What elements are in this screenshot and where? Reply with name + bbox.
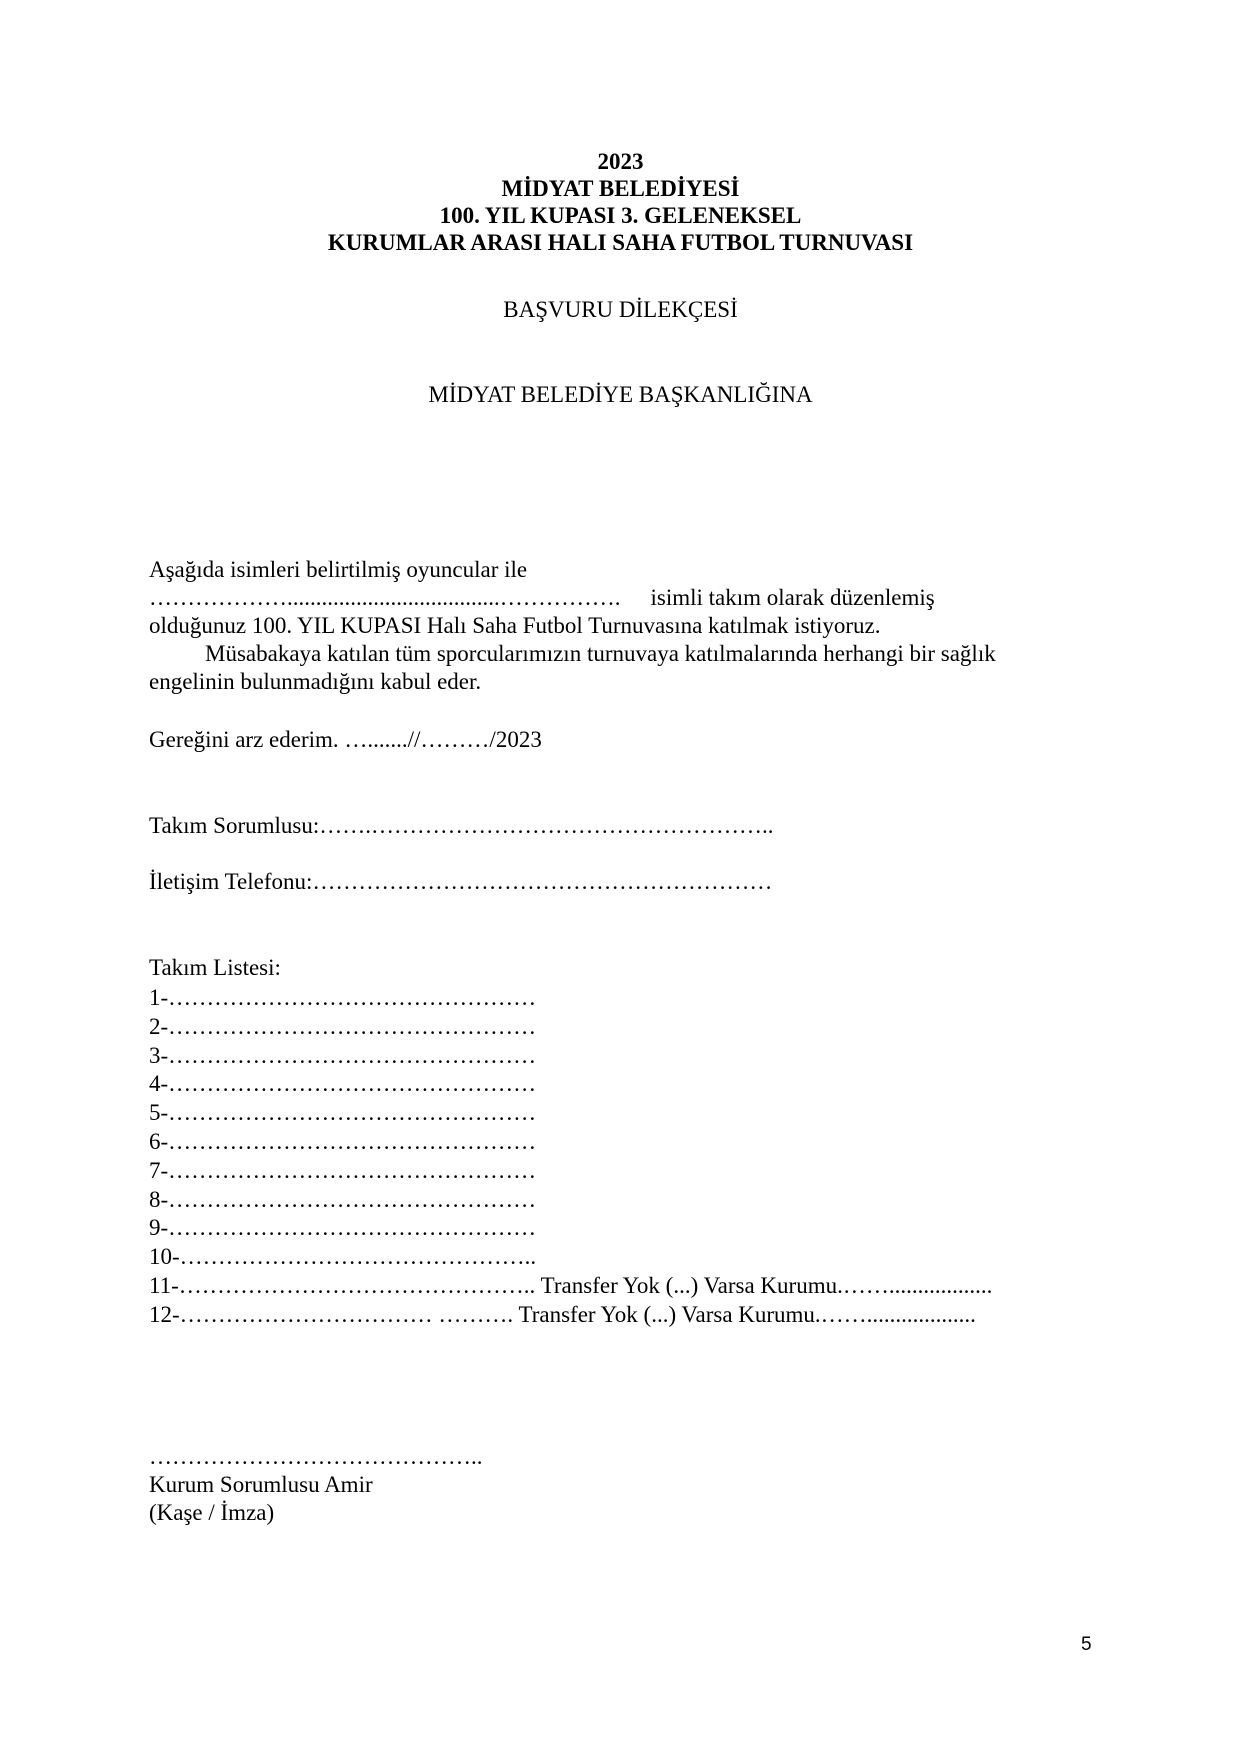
team-list-item: 2-………………………………………… (149, 1013, 537, 1039)
document-subtitle: BAŞVURU DİLEKÇESİ (503, 297, 738, 322)
team-list-item: 3-………………………………………… (149, 1042, 537, 1068)
header-tournament: KURUMLAR ARASI HALI SAHA FUTBOL TURNUVASI (327, 230, 914, 255)
body-line-4: Müsabakaya katılan tüm sporcularımızın turnuvaya katılmalarında herhangi bir sağlık (205, 641, 996, 666)
team-list-item: 5-………………………………………… (149, 1100, 537, 1126)
body-line-5: engelinin bulunmadığını kabul eder. (149, 669, 482, 694)
team-list-item: 10-……………………………………….. (149, 1244, 537, 1270)
addressee: MİDYAT BELEDİYE BAŞKANLIĞINA (428, 382, 813, 407)
team-list-item-transfer: 11-……………………………………….. Transfer Yok (...) Varsa Kurumu.…….................. (149, 1272, 993, 1298)
signature-line: …………………………………….. (149, 1444, 483, 1469)
team-list-title: Takım Listesi: (149, 955, 281, 980)
team-list-item: 6-………………………………………… (149, 1128, 537, 1154)
signature-note: (Kaşe / İmza) (149, 1500, 275, 1525)
header-year: 2023 (597, 149, 644, 174)
team-name-suffix: isimli takım olarak düzenlemiş (650, 585, 935, 610)
body-line-3: olduğunuz 100. YIL KUPASI Halı Saha Futbol Turnuvasına katılmak istiyoruz. (149, 613, 881, 638)
team-list-item-transfer: 12-…………………………… ………. Transfer Yok (...) Varsa Kurumu.……................... (149, 1301, 976, 1327)
header-cup: 100. YIL KUPASI 3. GELENEKSEL (439, 203, 802, 228)
team-list-item: 9-………………………………………… (149, 1215, 537, 1241)
body-line-1: Aşağıda isimleri belirtilmiş oyuncular ile (149, 557, 528, 582)
team-leader-field: Takım Sorumlusu:…….…………………………………………….. (149, 813, 774, 838)
document-header (0, 148, 1241, 256)
team-name-blank: ……………….....................................……………. (149, 585, 621, 610)
request-line: Gereğini arz ederim. ….......//………/2023 (149, 727, 542, 752)
team-list (149, 984, 992, 1330)
team-list-item: 8-………………………………………… (149, 1186, 537, 1212)
phone-field: İletişim Telefonu:…………………………………………………… (149, 869, 773, 894)
signature-title: Kurum Sorumlusu Amir (149, 1472, 373, 1497)
header-municipality: MİDYAT BELEDİYESİ (501, 176, 740, 201)
team-list-item: 4-………………………………………… (149, 1071, 537, 1097)
body-line-2 (149, 584, 935, 611)
team-list-item: 1-………………………………………… (149, 985, 537, 1010)
page-number: 5 (1081, 1634, 1092, 1655)
team-list-item: 7-………………………………………… (149, 1157, 537, 1183)
